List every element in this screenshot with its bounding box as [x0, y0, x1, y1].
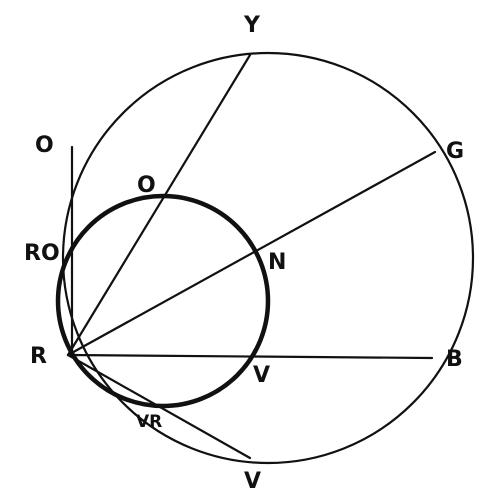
label-o-inner: O [137, 173, 156, 198]
line-r-to-b [68, 355, 432, 358]
label-b: B [446, 347, 463, 372]
line-r-to-v [68, 355, 250, 458]
label-vr: VR [136, 412, 163, 432]
label-o-outer: O [35, 133, 54, 158]
label-n: N [268, 250, 287, 275]
line-r-to-g [68, 152, 435, 355]
inner-circle [58, 196, 271, 406]
label-g: G [446, 139, 465, 164]
label-v-bottom: V [244, 469, 262, 494]
label-y: Y [244, 13, 260, 38]
label-r: R [30, 344, 47, 369]
label-ro: RO [24, 241, 60, 266]
label-v-inner: V [253, 363, 271, 388]
line-r-to-y [68, 55, 250, 355]
